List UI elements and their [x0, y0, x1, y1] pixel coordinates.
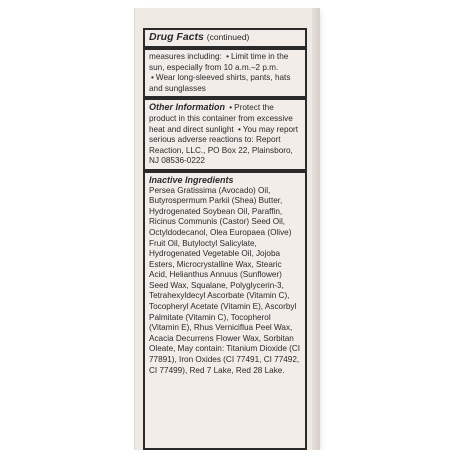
other-information-heading: Other Information — [149, 102, 225, 113]
use-bullet-2: • Wear long-sleeved shirts, pants, hats and sunglasses — [149, 73, 290, 93]
other-information-section — [145, 100, 305, 173]
use-bullet-1: • Limit time in the sun, especially from 10 a.m.–2 p.m. — [149, 52, 288, 72]
other-information-bullet-1: • Protect the product in this container from excessive heat and direct sunlight — [149, 103, 293, 133]
use-section — [145, 50, 305, 100]
drug-facts-header — [145, 30, 305, 50]
drug-facts-panel — [143, 28, 307, 450]
drug-facts-title: Drug Facts — [149, 31, 204, 43]
inactive-ingredients-section — [145, 173, 305, 378]
inactive-ingredients-heading: Inactive Ingredients — [149, 174, 234, 185]
use-section-text: measures including: — [149, 52, 222, 61]
drug-facts-title-continued: (continued) — [206, 32, 250, 42]
product-box-side-edge — [312, 8, 320, 450]
other-information-bullet-2: • You may report serious adverse reactions to: Report Reaction, LLC., PO Box 22, Plainsboro, NJ 08536-0222 — [149, 125, 298, 166]
inactive-ingredients-list: Persea Gratissima (Avocado) Oil, Butyrospermum Parkii (Shea) Butter, Hydrogenated Soybean Oil, Paraffin, Ricinus Communis (Castor) Seed Oil, Octyldodecanol, Olea Europaea (Olive) Fruit Oil, Butyloctyl Salicylate, Hydrogenated Vegetable Oil, Jojoba Esters, Microcrystalline Wax, Stearic Acid, Helianthus Annuus (Sunflower) Seed Wax, Squalane, Polyglycerin-3, Tetrahexyldecyl Ascorbate (Vitamin C), Tocopheryl Acetate (Vitamin E), Ascorbyl Palmitate (Vitamin C), Tocopherol (Vitamin E), Rhus Verniciflua Peel Wax, Acacia Decurrens Flower Wax, Sorbitan Oleate, May contain: Titanium Dioxide (CI 77891), Iron Oxides (CI 77491, CI 77492, CI 77499), Red 7 Lake, Red 28 Lake. — [149, 185, 301, 375]
